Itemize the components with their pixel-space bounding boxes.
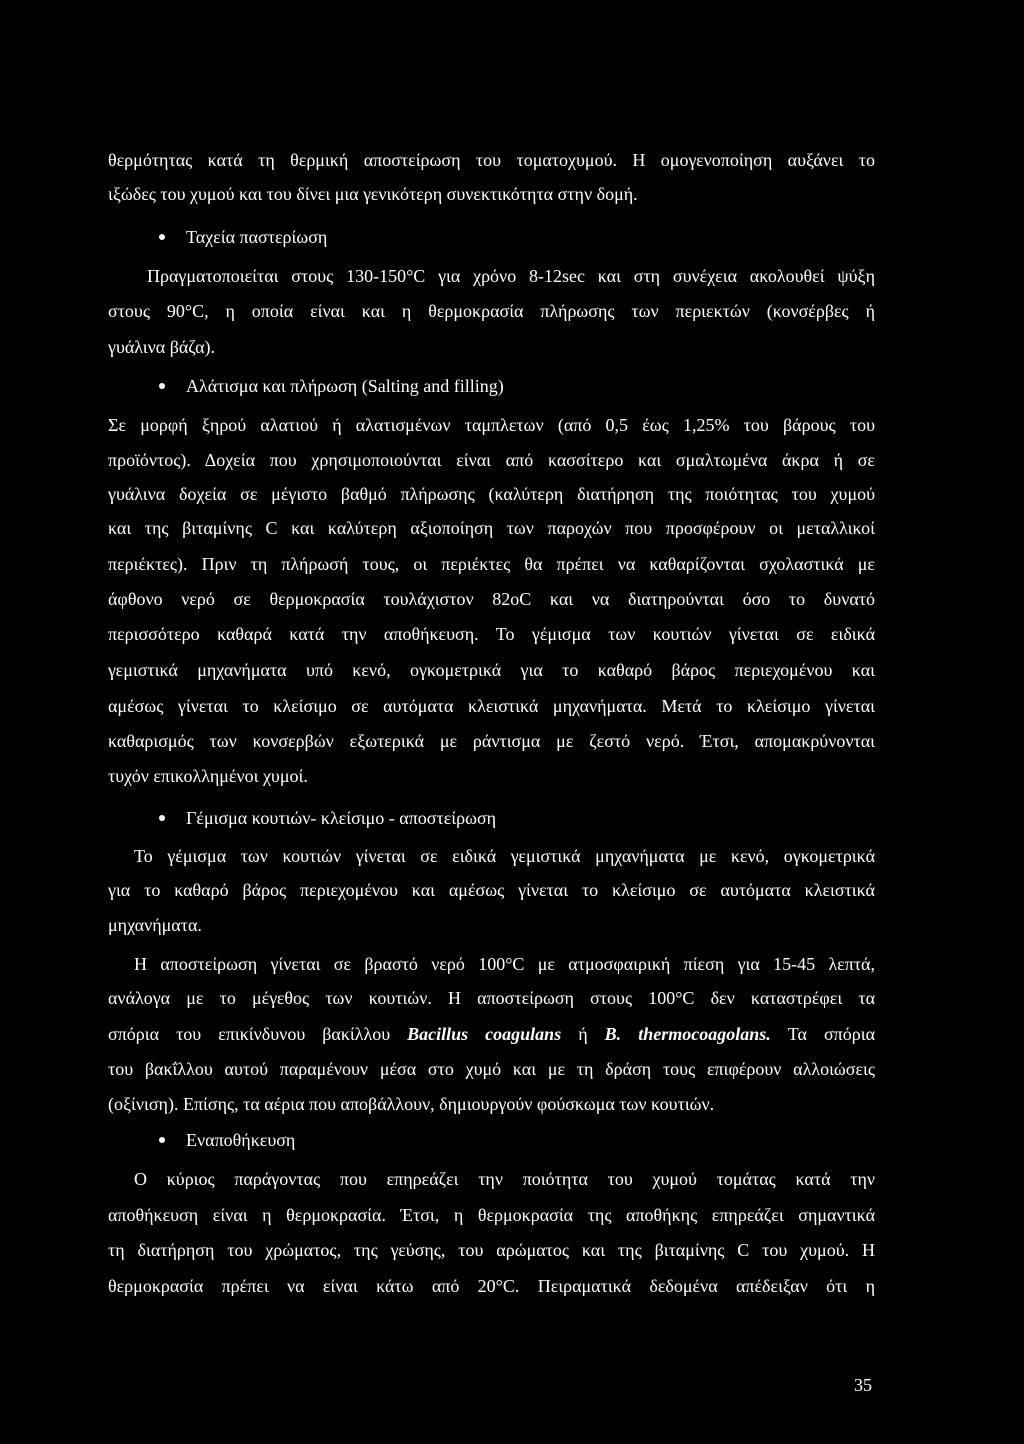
paragraph-line: τη διατήρηση του χρώματος, της γεύσης, του αρώματος και της βιταμίνης C του χυμού. Η xyxy=(108,1240,875,1260)
page-number: 35 xyxy=(854,1375,872,1395)
paragraph-line: για το καθαρό βάρος περιεχομένου και αμέσως γίνεται το κλείσιμο σε αυτόματα κλειστικά xyxy=(108,880,875,900)
paragraph-line: ανάλογα με το μέγεθος των κουτιών. Η αποστείρωση στους 100°C δεν καταστρέφει τα xyxy=(108,988,875,1008)
paragraph-line: γυάλινα δοχεία σε μέγιστο βαθμό πλήρωσης (καλύτερη διατήρηση της ποιότητας του χυμού xyxy=(108,484,875,504)
section-heading: Εναποθήκευση xyxy=(186,1130,296,1150)
paragraph-line: αποθήκευση είναι η θερμοκρασία. Έτσι, η θερμοκρασία της αποθήκης επηρεάζει σημαντικά xyxy=(108,1205,875,1225)
section-heading: Αλάτισμα και πλήρωση (Salting and filling) xyxy=(186,376,504,396)
paragraph-line: άφθονο νερό σε θερμοκρασία τουλάχιστον 82oC και να διατηρούνται όσο το δυνατό xyxy=(108,589,875,609)
line-text: σπόρια του επικίνδυνου βακίλλου xyxy=(108,1024,408,1044)
paragraph-line: γυάλινα βάζα). xyxy=(108,337,216,357)
bullet-icon xyxy=(159,234,165,240)
paragraph-line: τυχόν επικολλημένοι χυμοί. xyxy=(108,766,308,786)
species-name: Bacillus coagulans xyxy=(407,1024,562,1044)
section-heading: Ταχεία παστερίωση xyxy=(186,227,328,247)
paragraph-line: Σε μορφή ξηρού αλατιού ή αλατισμένων ταμπλετων (από 0,5 έως 1,25% του βάρους του xyxy=(108,415,875,435)
paragraph-line: θερμότητας κατά τη θερμική αποστείρωση του τοματοχυμού. Η ομογενοποίηση αυξάνει το xyxy=(108,150,875,170)
line-text: ή xyxy=(561,1024,605,1044)
bullet-icon xyxy=(159,1137,165,1143)
paragraph-line: και της βιταμίνης C και καλύτερη αξιοποίηση των παροχών που προσφέρουν οι μεταλλικοί xyxy=(108,518,875,538)
section-heading: Γέμισμα κουτιών- κλείσιμο - αποστείρωση xyxy=(186,808,497,828)
paragraph-line: θερμοκρασία πρέπει να είναι κάτω από 20°C. Πειραματικά δεδομένα απέδειξαν ότι η xyxy=(108,1276,875,1296)
paragraph-line: περισσότερο καθαρά κατά την αποθήκευση. Το γέμισμα των κουτιών γίνεται σε ειδικά xyxy=(108,624,875,644)
paragraph-line: καθαρισμός των κονσερβών εξωτερικά με ράντισμα με ζεστό νερό. Έτσι, απομακρύνονται xyxy=(108,731,875,751)
paragraph-line: στους 90°C, η οποία είναι και η θερμοκρασία πλήρωσης των περιεκτών (κονσέρβες ή xyxy=(108,301,875,321)
paragraph-line xyxy=(108,1022,875,1046)
paragraph-line: Ο κύριος παράγοντας που επηρεάζει την ποιότητα του χυμού τομάτας κατά την xyxy=(134,1169,875,1189)
paragraph-line: προϊόντος). Δοχεία που χρησιμοποιούνται είναι από κασσίτερο και σμαλτωμένα άκρα ή σε xyxy=(108,450,875,470)
line-text: Τα σπόρια xyxy=(770,1024,875,1044)
bullet-icon xyxy=(159,815,165,821)
paragraph-line: (οξίνιση). Επίσης, τα αέρια που αποβάλλουν, δημιουργούν φούσκωμα των κουτιών. xyxy=(108,1094,715,1114)
paragraph-line: αμέσως γίνεται το κλείσιμο σε αυτόματα κλειστικά μηχανήματα. Μετά το κλείσιμο γίνεται xyxy=(108,696,875,716)
paragraph-line: γεμιστικά μηχανήματα υπό κενό, ογκομετρικά για το καθαρό βάρος περιεχομένου και xyxy=(108,660,875,680)
paragraph-line: Το γέμισμα των κουτιών γίνεται σε ειδικά γεμιστικά μηχανήματα με κενό, ογκομετρικά xyxy=(134,846,875,866)
bullet-icon xyxy=(159,383,165,389)
species-name: B. thermocoagolans. xyxy=(604,1024,771,1044)
paragraph-line: Πραγματοποιείται στους 130-150°C για χρόνο 8-12sec και στη συνέχεια ακολουθεί ψύξη xyxy=(147,266,875,286)
paragraph-line: περιέκτες). Πριν τη πλήρωσή τους, οι περιέκτες θα πρέπει να καθαρίζονται σχολαστικά με xyxy=(108,554,875,574)
paragraph-line: του βακΐλλου αυτού παραμένουν μέσα στο χυμό και με τη δράση τους επιφέρουν αλλοιώσεις xyxy=(108,1059,875,1079)
paragraph-line: ιξώδες του χυμού και του δίνει μια γενικότερη συνεκτικότητα στην δομή. xyxy=(108,184,638,204)
paragraph-line: Η αποστείρωση γίνεται σε βραστό νερό 100°C με ατμοσφαιρική πίεση για 15-45 λεπτά, xyxy=(134,954,875,974)
paragraph-line: μηχανήματα. xyxy=(108,915,202,935)
